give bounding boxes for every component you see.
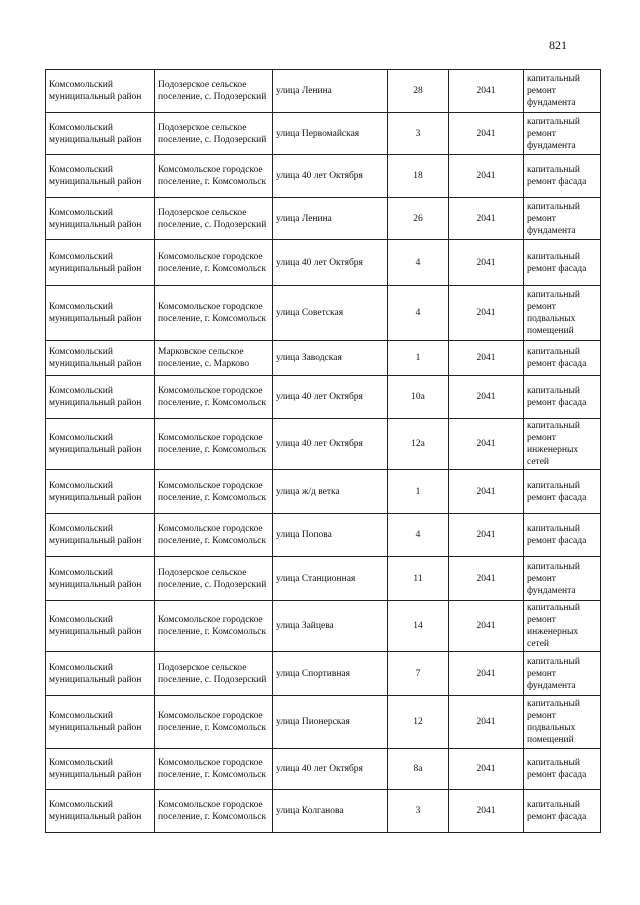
- cell-settlement: Комсомольское городское поселение, г. Комсомольск: [155, 376, 273, 419]
- cell-year: 2041: [449, 198, 524, 240]
- cell-settlement: Подозерское сельское поселение, с. Подозерский: [155, 652, 273, 696]
- cell-year: 2041: [449, 376, 524, 419]
- cell-year: 2041: [449, 749, 524, 790]
- cell-street: улица Зайцева: [273, 601, 388, 652]
- cell-work-type: капитальный ремонт фасада: [524, 376, 601, 419]
- cell-street: улица Советская: [273, 286, 388, 341]
- table-row: [46, 652, 601, 696]
- cell-year: 2041: [449, 113, 524, 155]
- cell-street: улица Колганова: [273, 790, 388, 833]
- cell-house-number: 18: [388, 155, 449, 198]
- cell-house-number: 3: [388, 790, 449, 833]
- cell-district: Комсомольский муниципальный район: [46, 557, 155, 601]
- cell-settlement: Подозерское сельское поселение, с. Подозерский: [155, 557, 273, 601]
- table-row: [46, 155, 601, 198]
- cell-year: 2041: [449, 286, 524, 341]
- cell-work-type: капитальный ремонт инженерных сетей: [524, 601, 601, 652]
- cell-house-number: 11: [388, 557, 449, 601]
- table-row: [46, 419, 601, 470]
- cell-year: 2041: [449, 696, 524, 749]
- cell-year: 2041: [449, 419, 524, 470]
- cell-year: 2041: [449, 790, 524, 833]
- cell-year: 2041: [449, 557, 524, 601]
- cell-district: Комсомольский муниципальный район: [46, 70, 155, 113]
- cell-street: улица Заводская: [273, 341, 388, 376]
- cell-work-type: капитальный ремонт фундамента: [524, 557, 601, 601]
- cell-settlement: Подозерское сельское поселение, с. Подозерский: [155, 70, 273, 113]
- cell-year: 2041: [449, 601, 524, 652]
- cell-district: Комсомольский муниципальный район: [46, 419, 155, 470]
- table-row: [46, 198, 601, 240]
- cell-work-type: капитальный ремонт фундамента: [524, 70, 601, 113]
- cell-work-type: капитальный ремонт инженерных сетей: [524, 419, 601, 470]
- cell-work-type: капитальный ремонт фундамента: [524, 198, 601, 240]
- cell-district: Комсомольский муниципальный район: [46, 113, 155, 155]
- table-row: [46, 376, 601, 419]
- cell-work-type: капитальный ремонт фасада: [524, 749, 601, 790]
- cell-work-type: капитальный ремонт подвальных помещений: [524, 286, 601, 341]
- cell-settlement: Комсомольское городское поселение, г. Комсомольск: [155, 749, 273, 790]
- cell-work-type: капитальный ремонт фасада: [524, 470, 601, 514]
- cell-year: 2041: [449, 514, 524, 557]
- cell-settlement: Марковское сельское поселение, с. Марково: [155, 341, 273, 376]
- cell-work-type: капитальный ремонт фасада: [524, 790, 601, 833]
- cell-street: улица Ленина: [273, 198, 388, 240]
- cell-district: Комсомольский муниципальный район: [46, 696, 155, 749]
- cell-house-number: 12: [388, 696, 449, 749]
- cell-work-type: капитальный ремонт фасада: [524, 514, 601, 557]
- table-row: [46, 286, 601, 341]
- cell-street: улица Попова: [273, 514, 388, 557]
- cell-house-number: 3: [388, 113, 449, 155]
- cell-street: улица Ленина: [273, 70, 388, 113]
- table-row: [46, 341, 601, 376]
- cell-district: Комсомольский муниципальный район: [46, 601, 155, 652]
- cell-settlement: Комсомольское городское поселение, г. Комсомольск: [155, 419, 273, 470]
- cell-district: Комсомольский муниципальный район: [46, 198, 155, 240]
- cell-district: Комсомольский муниципальный район: [46, 376, 155, 419]
- table-row: [46, 790, 601, 833]
- cell-house-number: 7: [388, 652, 449, 696]
- cell-district: Комсомольский муниципальный район: [46, 749, 155, 790]
- page-number: 821: [549, 38, 567, 52]
- cell-district: Комсомольский муниципальный район: [46, 155, 155, 198]
- cell-house-number: 28: [388, 70, 449, 113]
- cell-house-number: 1: [388, 470, 449, 514]
- repair-schedule-table: [45, 69, 601, 833]
- table-row: [46, 70, 601, 113]
- cell-year: 2041: [449, 70, 524, 113]
- cell-house-number: 4: [388, 514, 449, 557]
- table-row: [46, 514, 601, 557]
- table-row: [46, 557, 601, 601]
- table-row: [46, 749, 601, 790]
- cell-district: Комсомольский муниципальный район: [46, 341, 155, 376]
- cell-house-number: 26: [388, 198, 449, 240]
- cell-settlement: Комсомольское городское поселение, г. Комсомольск: [155, 286, 273, 341]
- cell-year: 2041: [449, 155, 524, 198]
- cell-work-type: капитальный ремонт фасада: [524, 341, 601, 376]
- table-row: [46, 113, 601, 155]
- cell-house-number: 14: [388, 601, 449, 652]
- cell-street: улица 40 лет Октября: [273, 155, 388, 198]
- cell-work-type: капитальный ремонт фасада: [524, 240, 601, 286]
- table-row: [46, 696, 601, 749]
- cell-street: улица 40 лет Октября: [273, 419, 388, 470]
- cell-house-number: 1: [388, 341, 449, 376]
- cell-year: 2041: [449, 470, 524, 514]
- table-row: [46, 601, 601, 652]
- cell-street: улица 40 лет Октября: [273, 749, 388, 790]
- cell-street: улица 40 лет Октября: [273, 240, 388, 286]
- cell-house-number: 12а: [388, 419, 449, 470]
- cell-street: улица Пионерская: [273, 696, 388, 749]
- cell-district: Комсомольский муниципальный район: [46, 286, 155, 341]
- cell-house-number: 8а: [388, 749, 449, 790]
- cell-settlement: Подозерское сельское поселение, с. Подозерский: [155, 198, 273, 240]
- cell-settlement: Комсомольское городское поселение, г. Комсомольск: [155, 155, 273, 198]
- cell-district: Комсомольский муниципальный район: [46, 470, 155, 514]
- cell-district: Комсомольский муниципальный район: [46, 652, 155, 696]
- cell-work-type: капитальный ремонт фундамента: [524, 113, 601, 155]
- cell-street: улица Спортивная: [273, 652, 388, 696]
- cell-year: 2041: [449, 240, 524, 286]
- cell-settlement: Комсомольское городское поселение, г. Комсомольск: [155, 514, 273, 557]
- cell-house-number: 4: [388, 286, 449, 341]
- cell-work-type: капитальный ремонт фасада: [524, 155, 601, 198]
- cell-district: Комсомольский муниципальный район: [46, 790, 155, 833]
- cell-street: улица ж/д ветка: [273, 470, 388, 514]
- cell-work-type: капитальный ремонт фундамента: [524, 652, 601, 696]
- cell-street: улица Первомайская: [273, 113, 388, 155]
- cell-settlement: Комсомольское городское поселение, г. Комсомольск: [155, 790, 273, 833]
- cell-house-number: 4: [388, 240, 449, 286]
- cell-settlement: Комсомольское городское поселение, г. Комсомольск: [155, 601, 273, 652]
- cell-work-type: капитальный ремонт подвальных помещений: [524, 696, 601, 749]
- cell-settlement: Комсомольское городское поселение, г. Комсомольск: [155, 696, 273, 749]
- cell-street: улица Станционная: [273, 557, 388, 601]
- cell-district: Комсомольский муниципальный район: [46, 240, 155, 286]
- cell-year: 2041: [449, 652, 524, 696]
- cell-district: Комсомольский муниципальный район: [46, 514, 155, 557]
- cell-street: улица 40 лет Октября: [273, 376, 388, 419]
- cell-settlement: Комсомольское городское поселение, г. Комсомольск: [155, 240, 273, 286]
- table-body: [46, 70, 601, 833]
- table-row: [46, 240, 601, 286]
- cell-year: 2041: [449, 341, 524, 376]
- cell-house-number: 10а: [388, 376, 449, 419]
- cell-settlement: Комсомольское городское поселение, г. Комсомольск: [155, 470, 273, 514]
- cell-settlement: Подозерское сельское поселение, с. Подозерский: [155, 113, 273, 155]
- table-row: [46, 470, 601, 514]
